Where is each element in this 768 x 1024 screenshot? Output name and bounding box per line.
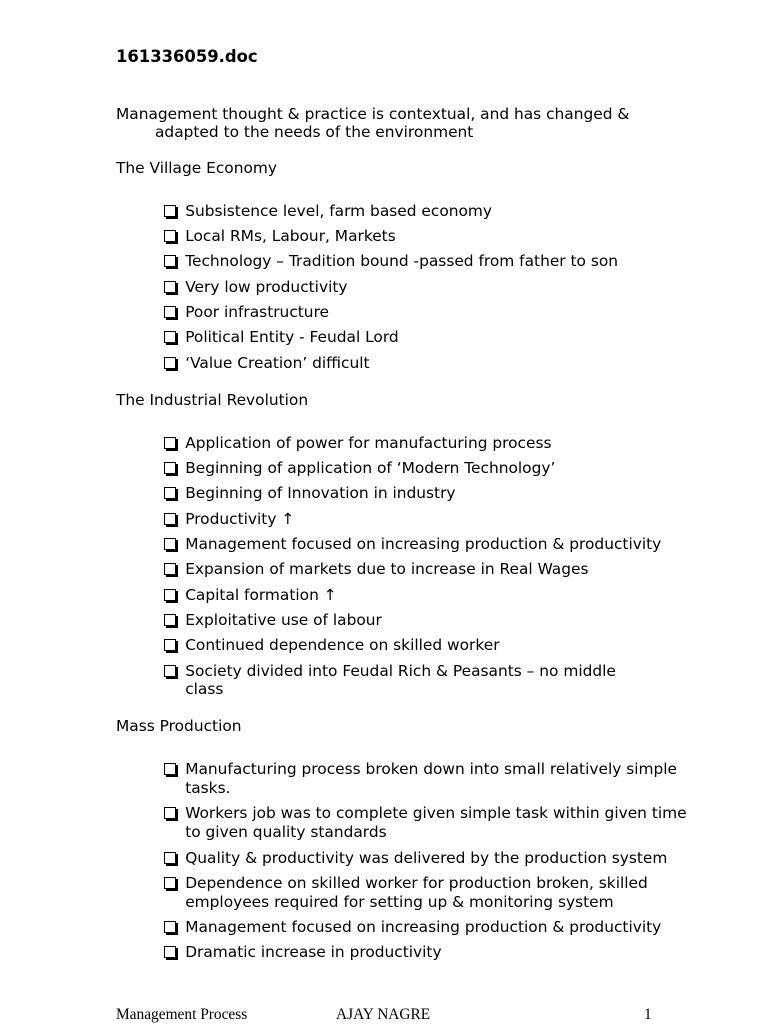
checkbox-bullet-icon <box>164 230 176 242</box>
list-item <box>163 849 736 868</box>
list-item <box>163 303 736 322</box>
list-item-text: Poor infrastructure <box>185 302 330 321</box>
checkbox-bullet-icon <box>164 513 176 525</box>
list-item <box>163 484 736 503</box>
list-item-text: Quality & productivity was delivered by the production system <box>185 848 668 867</box>
checkbox-bullet-icon <box>164 331 176 343</box>
document-body <box>116 0 736 962</box>
list-item <box>163 434 736 453</box>
list-item-text: Society divided into Feudal Rich & Peasants – no middle class <box>185 661 616 699</box>
list-item <box>163 636 736 655</box>
checkbox-bullet-icon <box>164 665 176 677</box>
list-item-text: Productivity ↑ <box>185 509 295 528</box>
list-item-text: Subsistence level, farm based economy <box>185 201 493 220</box>
section-heading: The Village Economy <box>116 158 277 177</box>
list-item-text: Continued dependence on skilled worker <box>185 636 500 655</box>
list-item-text: Exploitative use of labour <box>185 611 382 629</box>
list-item <box>163 874 736 911</box>
list-item <box>163 354 736 373</box>
list-item <box>163 611 736 630</box>
footer-document-title: Management Process <box>116 1006 248 1023</box>
list-item <box>163 227 736 246</box>
checkbox-bullet-icon <box>164 281 176 293</box>
list-item <box>163 560 736 579</box>
bullet-list <box>163 202 736 373</box>
list-item-text: ‘Value Creation’ difficult <box>185 353 370 372</box>
list-item <box>163 459 736 478</box>
footer-author: AJAY NAGRE <box>336 1006 431 1023</box>
list-item-text: Beginning of Innovation in industry <box>185 484 456 503</box>
bullet-list <box>163 760 736 961</box>
list-item <box>163 252 736 271</box>
checkbox-bullet-icon <box>164 589 176 601</box>
list-item <box>163 586 736 605</box>
checkbox-bullet-icon <box>164 639 176 651</box>
list-item <box>163 510 736 529</box>
list-item-text: Capital formation ↑ <box>185 585 337 604</box>
list-item-text: Management focused on increasing production & productivity <box>185 917 662 936</box>
page-number: 1 <box>644 1006 652 1023</box>
section-village-economy <box>116 159 736 373</box>
list-item <box>163 918 736 937</box>
list-item-text: Very low productivity <box>185 277 348 296</box>
list-item-text: Local RMs, Labour, Markets <box>185 226 396 245</box>
checkbox-bullet-icon <box>164 255 176 267</box>
document-title: 161336059.doc <box>116 47 258 66</box>
list-item-text: Expansion of markets due to increase in Real Wages <box>185 560 589 579</box>
list-item-text: Dramatic increase in productivity <box>185 943 442 962</box>
intro-paragraph: Management thought & practice is contextual, and has changed & adapted to the needs of the environment <box>116 105 630 141</box>
checkbox-bullet-icon <box>164 877 176 889</box>
checkbox-bullet-icon <box>164 921 176 933</box>
list-item-text: Workers job was to complete given simple task within given time to given quality standards <box>185 804 687 842</box>
list-item <box>163 202 736 221</box>
checkbox-bullet-icon <box>164 462 176 474</box>
bullet-list <box>163 434 736 699</box>
checkbox-bullet-icon <box>164 437 176 449</box>
list-item <box>163 760 736 797</box>
list-item <box>163 535 736 554</box>
list-item-text: Management focused on increasing production & productivity <box>185 535 662 554</box>
checkbox-bullet-icon <box>164 614 176 626</box>
checkbox-bullet-icon <box>164 852 176 864</box>
section-industrial-revolution <box>116 391 736 699</box>
checkbox-bullet-icon <box>164 487 176 499</box>
checkbox-bullet-icon <box>164 946 176 958</box>
list-item-text: Manufacturing process broken down into small relatively simple tasks. <box>185 760 678 798</box>
section-heading: Mass Production <box>116 717 242 736</box>
list-item <box>163 278 736 297</box>
list-item <box>163 662 736 699</box>
list-item <box>163 943 736 962</box>
section-heading: The Industrial Revolution <box>116 390 309 409</box>
checkbox-bullet-icon <box>164 205 176 217</box>
checkbox-bullet-icon <box>164 538 176 550</box>
checkbox-bullet-icon <box>164 563 176 575</box>
checkbox-bullet-icon <box>164 306 176 318</box>
checkbox-bullet-icon <box>164 807 176 819</box>
checkbox-bullet-icon <box>164 763 176 775</box>
checkbox-bullet-icon <box>164 357 176 369</box>
list-item <box>163 804 736 841</box>
list-item-text: Political Entity - Feudal Lord <box>185 328 399 347</box>
list-item-text: Technology – Tradition bound -passed from father to son <box>185 252 619 271</box>
list-item-text: Beginning of application of ‘Modern Technology’ <box>185 459 556 478</box>
section-mass-production <box>116 717 736 961</box>
list-item-text: Application of power for manufacturing process <box>185 433 552 452</box>
list-item <box>163 328 736 347</box>
list-item-text: Dependence on skilled worker for production broken, skilled employees required for setting up & monitoring system <box>185 873 648 911</box>
